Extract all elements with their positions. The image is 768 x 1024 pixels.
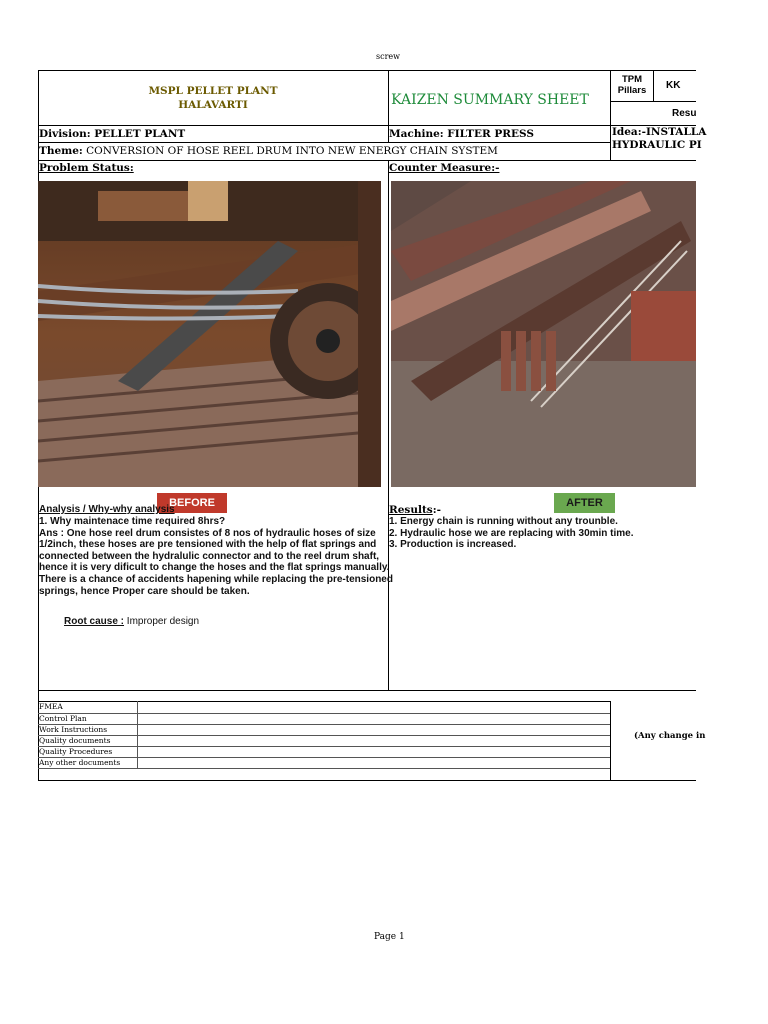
doc-row-quality-procedures: Quality Procedures (39, 747, 113, 756)
counter-measure-heading: Counter Measure:- (389, 162, 500, 174)
machine-field: Machine: FILTER PRESS (389, 128, 534, 140)
results-heading-label: Results (389, 504, 433, 516)
theme-field (39, 145, 498, 157)
docs-rule-2 (38, 724, 610, 725)
doc-row-work-instructions: Work Instructions (39, 725, 108, 734)
rule-header-bottom (38, 125, 696, 126)
tpm-pillars-label: TPM Pillars (617, 74, 647, 96)
results-heading-suffix: :- (432, 504, 441, 516)
rule-tpm-bottom (610, 101, 696, 102)
docs-rule-6 (38, 768, 610, 769)
analysis-line-1: 1. Why maintenace time required 8hrs? (39, 516, 226, 527)
idea-line-1: Idea:-INSTALLA (612, 126, 707, 138)
problem-status-heading: Problem Status: (39, 162, 134, 174)
results-line-3: 3. Production is increased. (389, 539, 517, 551)
rule-mid-body (388, 160, 389, 690)
rule-theme-bottom (38, 160, 696, 161)
before-badge: BEFORE (157, 493, 227, 513)
analysis-line-3: 1/2inch, these hoses are pre tensioned with the help of flat springs and (39, 539, 377, 551)
theme-value: CONVERSION OF HOSE REEL DRUM INTO NEW ENERGY CHAIN SYSTEM (82, 145, 498, 157)
analysis-line-5: hence it is very dificult to change the hoses and the flat springs manually. (39, 562, 390, 574)
root-cause (64, 616, 199, 628)
doc-row-control-plan: Control Plan (39, 714, 87, 723)
docs-rule-4 (38, 746, 610, 747)
change-note: (Any change in (634, 731, 706, 741)
analysis-heading: Analysis / Why-why analysis (39, 504, 175, 515)
division-field: Division: PELLET PLANT (39, 128, 186, 140)
rule-body-bottom (38, 690, 696, 691)
after-photo (391, 181, 696, 487)
tpm-pillars-value: KK (666, 80, 681, 91)
rule-tpm (653, 70, 654, 101)
top-caption: screw (376, 52, 400, 61)
theme-label: Theme: (39, 145, 83, 157)
analysis-line-2: Ans : One hose reel drum consistes of 8 nos of hydraulic hoses of size (39, 527, 376, 539)
rule-division-bottom (38, 142, 610, 143)
docs-rule-5 (38, 757, 610, 758)
root-cause-label: Root cause : (64, 616, 125, 627)
idea-line-2: HYDRAULIC PI (612, 139, 702, 151)
after-badge: AFTER (554, 493, 615, 513)
before-photo (38, 181, 381, 487)
docs-rule-1 (38, 713, 610, 714)
sheet-title: KAIZEN SUMMARY SHEET (391, 92, 589, 108)
after-photo-drawing (391, 181, 696, 487)
docs-rule-0 (38, 701, 610, 702)
doc-row-other-documents: Any other documents (39, 758, 121, 767)
company-name: MSPL PELLET PLANT (148, 85, 278, 97)
results-heading (389, 504, 441, 516)
results-line-2: 2. Hydraulic hose we are replacing with 30min time. (389, 527, 634, 539)
docs-right-rule (610, 701, 611, 780)
root-cause-value: Improper design (124, 616, 200, 627)
doc-row-quality-documents: Quality documents (39, 736, 111, 745)
rule-idea (610, 70, 611, 160)
doc-row-fmea: FMEA (39, 702, 63, 711)
before-photo-drawing (38, 181, 381, 487)
analysis-line-4: connected between the hydralulic connector and to the reel drum shaft, (39, 550, 380, 562)
result-label: Resu (672, 108, 697, 119)
company-location: HALAVARTI (178, 99, 248, 111)
docs-rule-3 (38, 735, 610, 736)
page-footer: Page 1 (374, 932, 405, 942)
rule-top (38, 70, 696, 71)
docs-rule-7 (38, 780, 696, 781)
docs-col-rule (137, 701, 138, 768)
analysis-line-7: springs, hence Proper care should be taken. (39, 585, 250, 597)
results-line-1: 1. Energy chain is running without any trounble. (389, 516, 618, 527)
analysis-line-6: There is a chance of accidents hapening while replacing the pre-tensioned (39, 574, 393, 585)
